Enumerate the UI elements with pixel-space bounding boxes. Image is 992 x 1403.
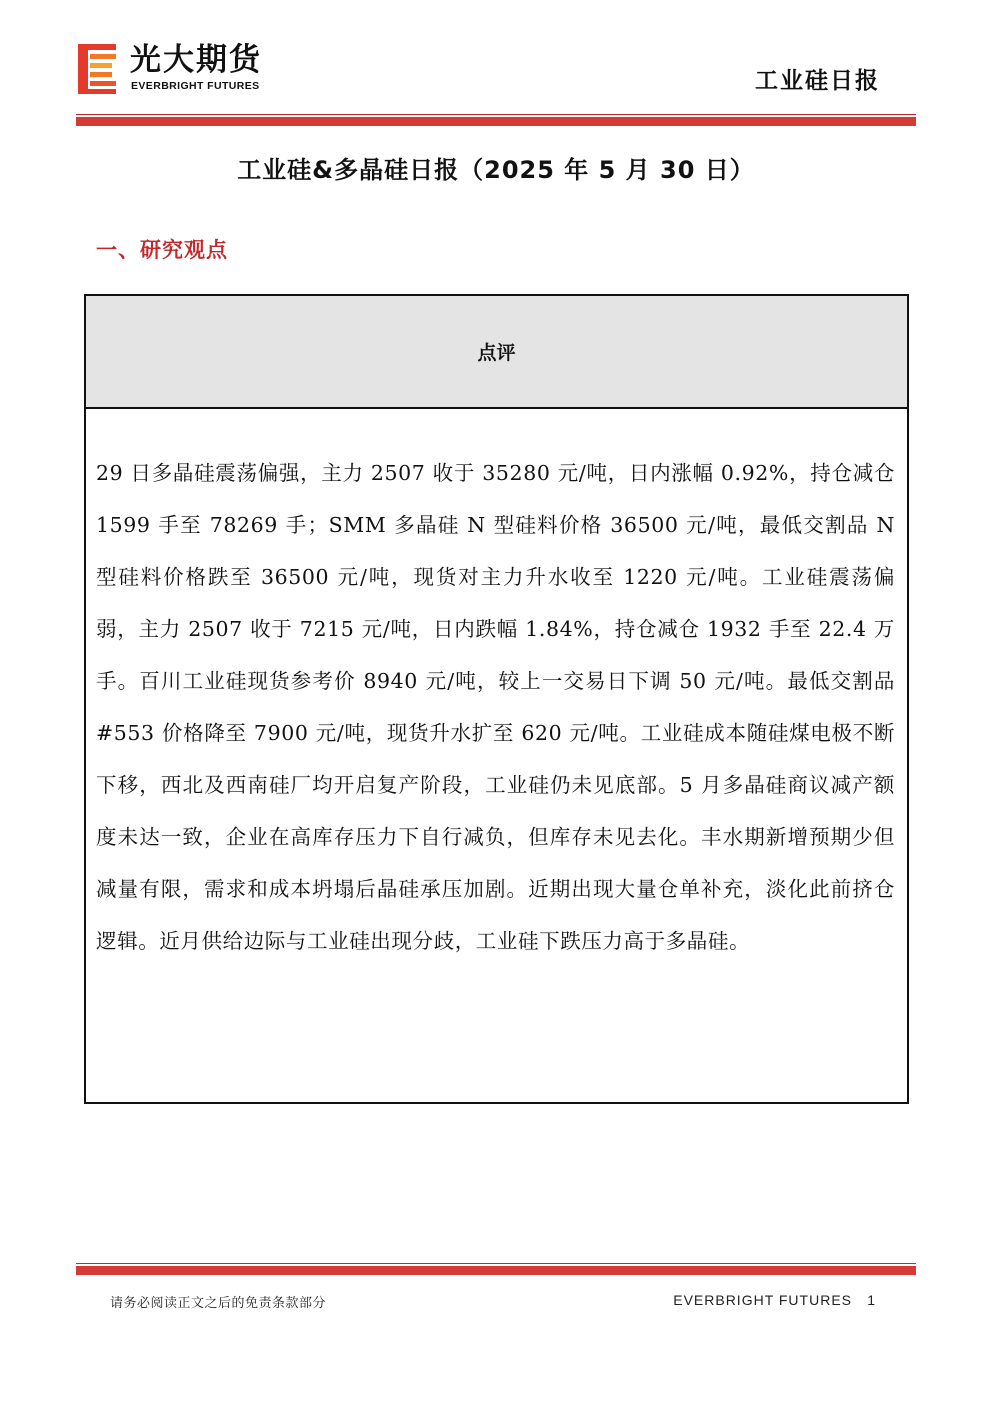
report-name: 工业硅日报 xyxy=(755,68,880,94)
disclaimer-note: 请务必阅读正文之后的免责条款部分 xyxy=(110,1296,327,1311)
page-number: 1 xyxy=(867,1292,875,1308)
logo-english-name: EVERBRIGHT FUTURES xyxy=(131,80,260,92)
header-divider-thick xyxy=(76,117,916,126)
logo-chinese-name: 光大期货 xyxy=(130,42,262,78)
footer-brand: EVERBRIGHT FUTURES xyxy=(673,1292,852,1308)
footer-divider-thin xyxy=(76,1263,916,1264)
header-divider-thin xyxy=(76,114,916,115)
footer-divider-thick xyxy=(76,1266,916,1275)
review-body-text: 29 日多晶硅震荡偏强，主力 2507 收于 35280 元/吨，日内涨幅 0.92%，持仓减仓 1599 手至 78269 手；SMM 多晶硅 N 型硅料价格 36500 元/吨，最低交割品 N 型硅料价格跌至 36500 元/吨，现货对主力升水收至 1220 元/吨。工业硅震荡偏弱，主力 2507 收于 7215 元/吨，日内跌幅 1.84%，持仓减仓 1932 手至 22.4 万手。百川工业硅现货参考价 8940 元/吨，较上一交易日下调 50 元/吨。最低交割品#553 价格降至 7900 元/吨，现货升水扩至 620 元/吨。工业硅成本随硅煤电极不断下移，西北及西南硅厂均开启复产阶段，工业硅仍未见底部。5 月多晶硅商议减产额度未达一致，企业在高库存压力下自行减负，但库存未见去化。丰水期新增预期少但减量有限，需求和成本坍塌后晶硅承压加剧。近期出现大量仓单补充，淡化此前挤仓逻辑。近月供给边际与工业硅出现分歧，工业硅下跌压力高于多晶硅。 xyxy=(96,461,895,953)
document-title: 工业硅&多晶硅日报（2025 年 5 月 30 日） xyxy=(237,156,755,184)
everbright-logo-icon xyxy=(76,42,120,96)
review-box xyxy=(84,294,909,1104)
review-header: 点评 xyxy=(86,296,907,409)
section-heading: 一、研究观点 xyxy=(96,238,228,262)
